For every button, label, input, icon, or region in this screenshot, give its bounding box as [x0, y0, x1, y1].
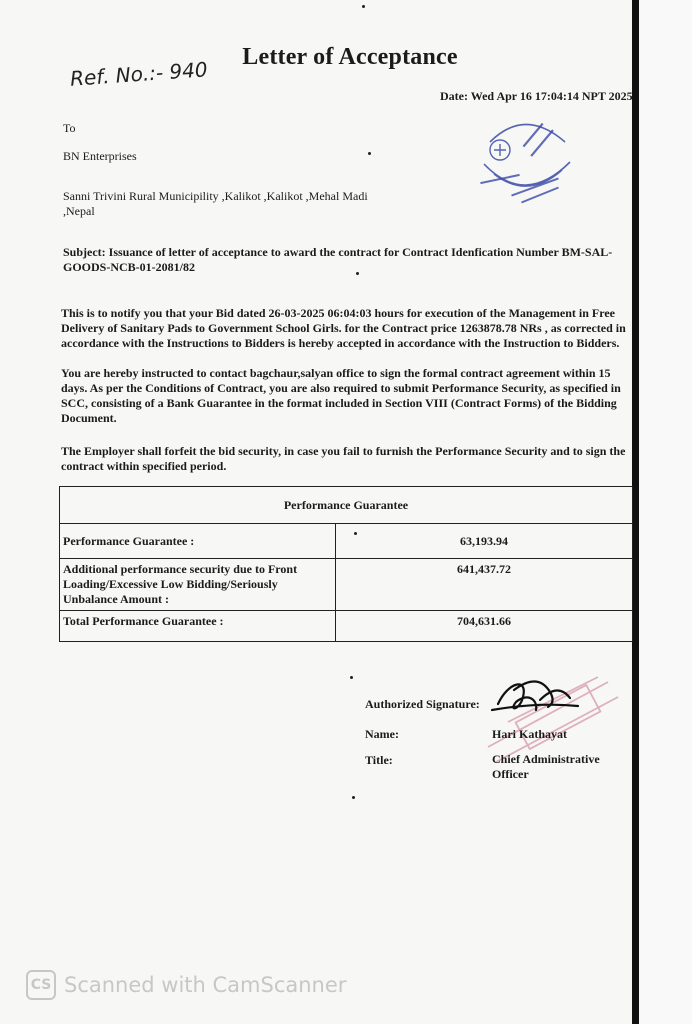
signatory-name: Hari Kathayat [492, 727, 567, 741]
scan-speck [362, 5, 365, 8]
paragraph-instructions: You are hereby instructed to contact bagchaur,salyan office to sign the formal contract agreement within 15 days. As per the Conditions of Contract, you are also required to submit Performance Security, as specified in SCC, consisting of a Bank Guarantee in the format included in Section VIII (Contract Forms) of the Bidding Document. [61, 366, 621, 425]
paragraph-notification: This is to notify you that your Bid dated 26-03-2025 06:04:03 hours for execution of the Management in Free Delivery of Sanitary Pads to Government School Girls. for the Contract price 1263878.78 NRs , as corrected in accordance with the Instructions to Bidders is hereby accepted in accordance with the Instruction to Bidders. [61, 306, 626, 350]
title-label: Title: [365, 753, 393, 767]
camscanner-logo-icon: CS [26, 970, 56, 1000]
recipient-name: BN Enterprises [63, 149, 137, 163]
row-amount: 641,437.72 [336, 559, 633, 611]
address-line-2: ,Nepal [63, 204, 95, 218]
row-amount: 63,193.94 [336, 524, 633, 559]
row-label: Performance Guarantee : [60, 524, 336, 559]
table-row [60, 524, 633, 559]
scan-edge-shadow [632, 0, 639, 1024]
row-label: Total Performance Guarantee : [60, 611, 336, 642]
recipient-address [63, 189, 423, 219]
to-label: To [63, 121, 76, 135]
signatory-title: Chief Administrative Officer [492, 752, 600, 781]
reference-number: Ref. No.:- 940 [69, 57, 209, 91]
row-label: Additional performance security due to Front Loading/Excessive Low Bidding/Seriously Unbalance Amount : [60, 559, 336, 611]
subject-line: Subject: Issuance of letter of acceptance to award the contract for Contract Idenfication Number BM-SAL-GOODS-NCB-01-2081/82 [63, 245, 613, 274]
scan-speck [352, 796, 355, 799]
authorized-signature-label: Authorized Signature: [365, 697, 480, 711]
watermark-text: Scanned with CamScanner [64, 973, 347, 997]
letter-date: Date: Wed Apr 16 17:04:14 NPT 2025 [440, 89, 633, 103]
paragraph-forfeit: The Employer shall forfeit the bid security, in case you fail to furnish the Performance Security and to sign the contract within specified period. [61, 444, 626, 473]
camscanner-watermark [26, 970, 346, 1000]
performance-guarantee-table [59, 486, 633, 642]
scan-speck [368, 152, 371, 155]
page-background-edge [638, 0, 692, 1024]
scan-speck [354, 532, 357, 535]
address-line-1: Sanni Trivini Rural Municipility ,Kalikot ,Kalikot ,Mehal Madi [63, 189, 368, 203]
table-row [60, 611, 633, 642]
scan-speck [356, 272, 359, 275]
row-amount: 704,631.66 [336, 611, 633, 642]
table-header: Performance Guarantee [60, 487, 633, 524]
scan-speck [350, 676, 353, 679]
table-row [60, 559, 633, 611]
office-stamp-icon [470, 112, 580, 212]
letter-title: Letter of Acceptance [242, 44, 458, 70]
name-label: Name: [365, 727, 399, 741]
